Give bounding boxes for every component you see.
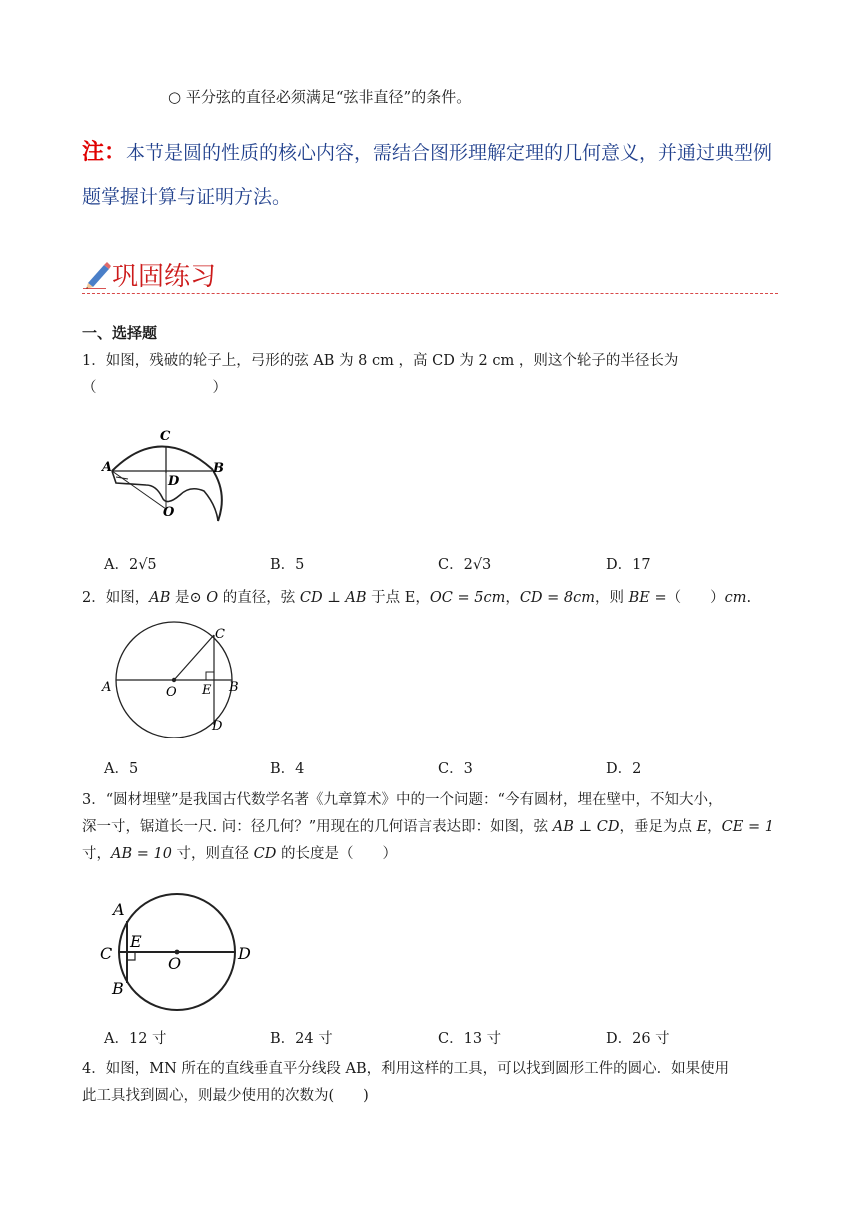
q3-line-1: 3．“圆材埋壁”是我国古代数学名著《九章算术》中的一个问题：“今有圆材，埋在壁中，不知大小， (82, 792, 723, 808)
q2-text-14: . (746, 590, 752, 606)
q1-option-c[interactable]: C．2√3 (438, 557, 492, 573)
q3-l2-2: ，垂足为点 (619, 819, 697, 835)
q2-option-c[interactable]: C．3 (438, 761, 473, 777)
q4-line-1: 4．如图，MN 所在的直线垂直平分线段 AB，利用这样的工具，可以找到圆形工件的圆心．如果使用 (82, 1061, 730, 1077)
q2-label-o: O (166, 685, 177, 700)
q1-label-o: O (163, 505, 175, 520)
q3-l2-0: 深一寸，锯道长一尺. 问：径几何？”用现在的几何语言表达即：如图，弦 (82, 819, 553, 835)
q3-label-c: C (100, 944, 113, 963)
q3-l2-1: AB ⊥ CD (552, 819, 620, 835)
q3-label-d: D (238, 944, 251, 963)
question-3 (82, 787, 780, 868)
q3-option-c[interactable]: C．13 寸 (438, 1031, 502, 1047)
q1-label-c: C (160, 429, 171, 444)
q3-l3-0: 寸， (82, 846, 111, 862)
q1-option-b[interactable]: B．5 (270, 557, 305, 573)
q2-option-a[interactable]: A．5 (104, 761, 139, 777)
note-text: 本节是圆的性质的核心内容，需结合图形理解定理的几何意义，并通过典型例题掌握计算与证明方法。 (82, 142, 773, 208)
q1-paren: （ ） (82, 380, 227, 396)
q3-line-3 (82, 841, 780, 868)
q1-figure (100, 425, 240, 525)
q1-label-b: B (213, 461, 224, 476)
q2-option-d[interactable]: D．2 (606, 761, 642, 777)
q2-label-e: E (202, 683, 212, 698)
q3-line-2 (82, 814, 780, 841)
q2-text-1: AB (149, 590, 171, 606)
q1-label-a: A (102, 460, 113, 475)
q3-l3-1: AB = 10 (111, 846, 172, 862)
q2-text-6: 于点 E， (366, 590, 430, 606)
section-divider (82, 293, 778, 294)
q3-label-b: B (112, 979, 124, 998)
q2-text-8: ， (505, 590, 520, 606)
q2-label-c: C (215, 627, 225, 642)
q3-l3-4: 的长度是（ ） (276, 846, 398, 862)
bullet-line (168, 86, 471, 107)
subsection-title: 一、选择题 (82, 324, 158, 342)
q2-figure (98, 620, 258, 738)
bullet-mark: ○ (168, 88, 182, 106)
q3-option-a[interactable]: A．12 寸 (104, 1031, 167, 1047)
note-paragraph (82, 130, 782, 219)
question-2 (82, 585, 780, 612)
q3-option-d[interactable]: D．26 寸 (606, 1031, 670, 1047)
note-label: 注： (82, 139, 127, 165)
q2-label-d: D (212, 719, 223, 734)
q2-text-12: （ ） (666, 590, 725, 606)
q2-text-3: O (206, 590, 219, 606)
q3-option-b[interactable]: B．24 寸 (270, 1031, 333, 1047)
question-1 (82, 348, 780, 402)
q1-text: 1．如图，残破的轮子上，弓形的弦 AB 为 8 cm ，高 CD 为 2 cm ，则这个轮子的半径长为 (82, 353, 679, 369)
q1-option-d[interactable]: D．17 (606, 557, 651, 573)
bullet-text: 平分弦的直径必须满足“弦非直径”的条件。 (185, 88, 472, 106)
q3-l2-5: CE = 1 (721, 819, 774, 835)
q2-text-4: 的直径，弦 (218, 590, 300, 606)
question-4 (82, 1056, 780, 1110)
section-heading (82, 256, 216, 293)
q3-label-o: O (168, 954, 182, 973)
q2-option-b[interactable]: B．4 (270, 761, 305, 777)
q3-figure (98, 893, 263, 1015)
q3-label-e: E (130, 932, 142, 951)
q3-l3-3: CD (253, 846, 277, 862)
q1-label-d: D (168, 474, 180, 489)
q2-text-9: CD = 8cm (519, 590, 596, 606)
q2-text-5: CD ⊥ AB (299, 590, 367, 606)
q2-text-13: cm (724, 590, 747, 606)
q2-text-0: 2．如图， (82, 590, 150, 606)
q2-label-b: B (229, 680, 239, 695)
section-title: 巩固练习 (112, 262, 217, 292)
q2-text-11: BE = (628, 590, 667, 606)
q3-l3-2: 寸，则直径 (171, 846, 254, 862)
pencil-icon (82, 259, 112, 289)
q4-line-2: 此工具找到圆心，则最少使用的次数为( ) (82, 1088, 369, 1104)
q2-text-2: 是⊙ (170, 590, 207, 606)
q3-l2-3: E (696, 819, 708, 835)
q2-text-10: ，则 (595, 590, 629, 606)
q2-label-a: A (102, 680, 112, 695)
q1-option-a[interactable]: A．2√5 (104, 557, 157, 573)
q2-text-7: OC = 5cm (429, 590, 506, 606)
q3-label-a: A (113, 900, 125, 919)
q3-l2-4: ， (707, 819, 722, 835)
